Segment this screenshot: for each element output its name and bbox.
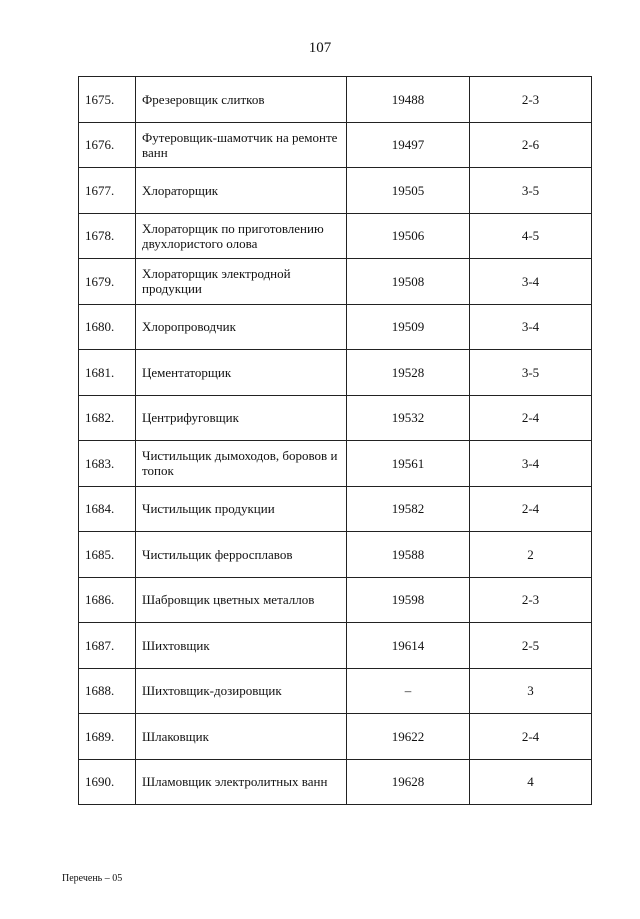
profession-code: 19614	[347, 623, 470, 669]
profession-name: Шихтовщик-дозировщик	[136, 668, 347, 714]
profession-code: 19598	[347, 577, 470, 623]
row-number: 1680.	[79, 304, 136, 350]
grade-range: 4-5	[470, 213, 592, 259]
row-number: 1688.	[79, 668, 136, 714]
profession-name: Шихтовщик	[136, 623, 347, 669]
grade-range: 3-4	[470, 441, 592, 487]
profession-name: Фрезеровщик слитков	[136, 77, 347, 123]
profession-name: Центрифуговщик	[136, 395, 347, 441]
profession-name: Хлораторщик	[136, 168, 347, 214]
row-number: 1678.	[79, 213, 136, 259]
grade-range: 2-4	[470, 486, 592, 532]
row-number: 1684.	[79, 486, 136, 532]
profession-name: Чистильщик продукции	[136, 486, 347, 532]
grade-range: 3	[470, 668, 592, 714]
row-number: 1682.	[79, 395, 136, 441]
row-number: 1677.	[79, 168, 136, 214]
table-row	[79, 577, 592, 623]
table-row	[79, 259, 592, 305]
table-row	[79, 623, 592, 669]
table-row	[79, 668, 592, 714]
table-row	[79, 441, 592, 487]
grade-range: 4	[470, 759, 592, 805]
table-row	[79, 350, 592, 396]
grade-range: 3-5	[470, 168, 592, 214]
profession-code: 19628	[347, 759, 470, 805]
table-row	[79, 532, 592, 578]
row-number: 1676.	[79, 122, 136, 168]
profession-code: 19622	[347, 714, 470, 760]
professions-table	[78, 76, 592, 805]
table-row	[79, 395, 592, 441]
grade-range: 3-4	[470, 304, 592, 350]
row-number: 1687.	[79, 623, 136, 669]
grade-range: 2-4	[470, 714, 592, 760]
grade-range: 2-4	[470, 395, 592, 441]
profession-code: 19506	[347, 213, 470, 259]
table-row	[79, 213, 592, 259]
profession-code: 19509	[347, 304, 470, 350]
row-number: 1690.	[79, 759, 136, 805]
profession-name: Чистильщик ферросплавов	[136, 532, 347, 578]
table-row	[79, 714, 592, 760]
grade-range: 2-6	[470, 122, 592, 168]
profession-code: 19505	[347, 168, 470, 214]
grade-range: 3-5	[470, 350, 592, 396]
profession-code: 19488	[347, 77, 470, 123]
profession-code: 19497	[347, 122, 470, 168]
table-row	[79, 122, 592, 168]
table-row	[79, 168, 592, 214]
table-row	[79, 304, 592, 350]
page-number: 107	[308, 40, 332, 56]
profession-name: Шламовщик электролитных ванн	[136, 759, 347, 805]
grade-range: 2-3	[470, 577, 592, 623]
table-row	[79, 486, 592, 532]
grade-range: 3-4	[470, 259, 592, 305]
profession-code: 19588	[347, 532, 470, 578]
grade-range: 2	[470, 532, 592, 578]
profession-name: Хлоропроводчик	[136, 304, 347, 350]
footer-note: Перечень – 05	[62, 873, 123, 884]
row-number: 1686.	[79, 577, 136, 623]
grade-range: 2-3	[470, 77, 592, 123]
profession-code: –	[347, 668, 470, 714]
grade-range: 2-5	[470, 623, 592, 669]
profession-name: Цементаторщик	[136, 350, 347, 396]
profession-name: Хлораторщик по приготовлению двухлористого олова	[136, 213, 347, 259]
row-number: 1689.	[79, 714, 136, 760]
profession-code: 19582	[347, 486, 470, 532]
row-number: 1685.	[79, 532, 136, 578]
row-number: 1679.	[79, 259, 136, 305]
profession-name: Шабровщик цветных металлов	[136, 577, 347, 623]
profession-name: Футеровщик-шамотчик на ремонте ванн	[136, 122, 347, 168]
table-row	[79, 759, 592, 805]
row-number: 1681.	[79, 350, 136, 396]
profession-code: 19532	[347, 395, 470, 441]
profession-code: 19508	[347, 259, 470, 305]
profession-name: Хлораторщик электродной продукции	[136, 259, 347, 305]
row-number: 1675.	[79, 77, 136, 123]
profession-code: 19528	[347, 350, 470, 396]
profession-name: Шлаковщик	[136, 714, 347, 760]
profession-code: 19561	[347, 441, 470, 487]
profession-name: Чистильщик дымоходов, боровов и топок	[136, 441, 347, 487]
table-row	[79, 77, 592, 123]
professions-table-body	[79, 77, 592, 805]
row-number: 1683.	[79, 441, 136, 487]
